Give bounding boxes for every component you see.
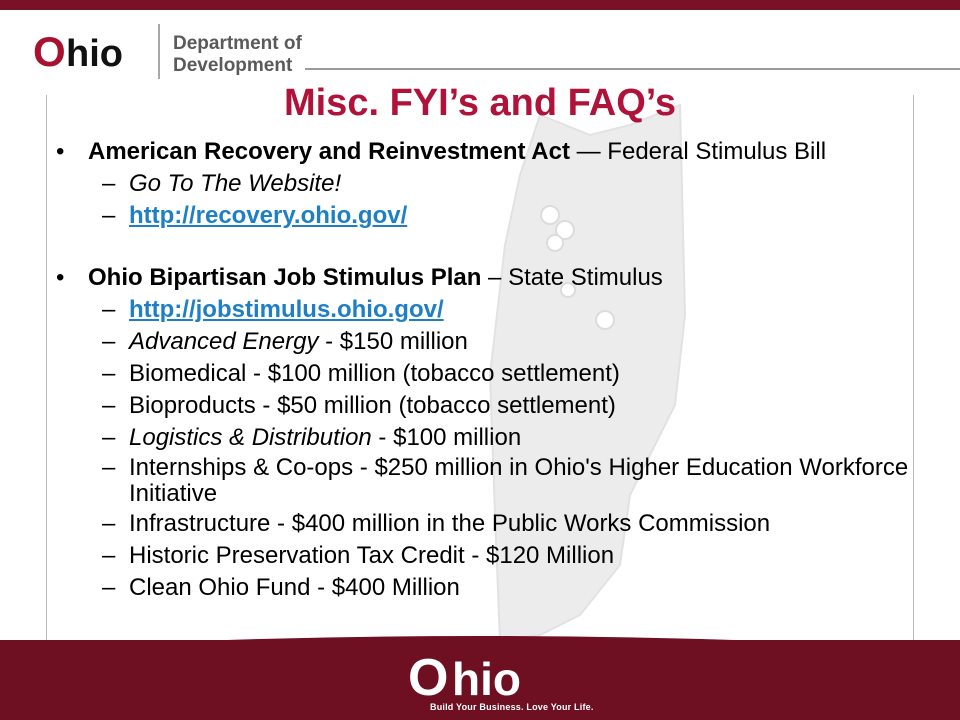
jobstimulus-link[interactable]: http://jobstimulus.ohio.gov/ [129, 296, 444, 323]
sub-dash: – [102, 424, 116, 451]
sub-item-text: Clean Ohio Fund - $400 Million [129, 574, 460, 601]
sub-item-text: Internships & Co-ops - $250 million in Ohio's Higher Education Workforce Initiative [129, 454, 909, 507]
bullet-dot: • [56, 138, 65, 165]
sub-item [52, 295, 912, 325]
sub-item-italic: Advanced Energy [129, 328, 319, 355]
sub-dash: – [102, 454, 116, 481]
sub-item [52, 391, 912, 421]
sub-item [52, 541, 912, 571]
bullet-federal [52, 137, 912, 167]
sub-item [52, 201, 912, 231]
website-prompt: Go To The Website! [129, 170, 342, 197]
top-brand-bar [0, 0, 960, 10]
recovery-link[interactable]: http://recovery.ohio.gov/ [129, 202, 408, 229]
slide-title: Misc. FYI’s and FAQ’s [283, 82, 677, 124]
sub-item [52, 169, 912, 199]
sub-dash: – [102, 202, 116, 229]
department-line-1: Department of [173, 33, 302, 54]
sub-item [52, 423, 912, 453]
bullet-federal-detail: — Federal Stimulus Bill [569, 138, 827, 165]
sub-dash: – [102, 296, 116, 323]
sub-item [52, 573, 912, 603]
svg-text:hio: hio [452, 653, 521, 703]
sub-dash: – [102, 360, 116, 387]
bullet-dot: • [56, 264, 65, 291]
slide-content [52, 137, 912, 605]
sub-dash: – [102, 542, 116, 569]
sub-dash: – [102, 510, 116, 537]
slide-border-left [46, 95, 47, 650]
slide-border-right [913, 95, 914, 650]
sub-item-text: - $150 million [318, 328, 468, 355]
sub-dash: – [102, 574, 116, 601]
svg-text:O: O [33, 30, 66, 74]
department-line-2: Development [173, 55, 293, 76]
department-name [173, 33, 302, 77]
logo-divider [158, 24, 160, 79]
bullet-state [52, 263, 912, 293]
sub-item [52, 455, 912, 507]
spacer [52, 233, 912, 263]
footer-tagline: Build Your Business. Love Your Life. [430, 702, 594, 712]
sub-item [52, 327, 912, 357]
sub-item-text: Biomedical - $100 million (tobacco settlement) [129, 360, 620, 387]
bullet-state-heading: Ohio Bipartisan Job Stimulus Plan [88, 264, 482, 291]
sub-dash: – [102, 170, 116, 197]
sub-item-italic: Logistics & Distribution [129, 424, 372, 451]
ohio-logo [33, 30, 153, 74]
svg-text:hio: hio [66, 33, 123, 74]
sub-item-text: - $100 million [371, 424, 522, 451]
sub-item-text: Historic Preservation Tax Credit - $120 Million [129, 542, 615, 569]
sub-dash: – [102, 392, 116, 419]
sub-item-text: Bioproducts - $50 million (tobacco settlement) [129, 392, 616, 419]
sub-item [52, 509, 912, 539]
header-rule [305, 68, 960, 70]
svg-text:O: O [408, 651, 449, 703]
sub-item-text: Infrastructure - $400 million in the Public Works Commission [129, 510, 771, 537]
sub-item [52, 359, 912, 389]
sub-dash: – [102, 328, 116, 355]
ohio-logo-footer [408, 651, 558, 703]
bullet-federal-heading: American Recovery and Reinvestment Act [88, 138, 570, 165]
bullet-state-detail: – State Stimulus [481, 264, 663, 291]
